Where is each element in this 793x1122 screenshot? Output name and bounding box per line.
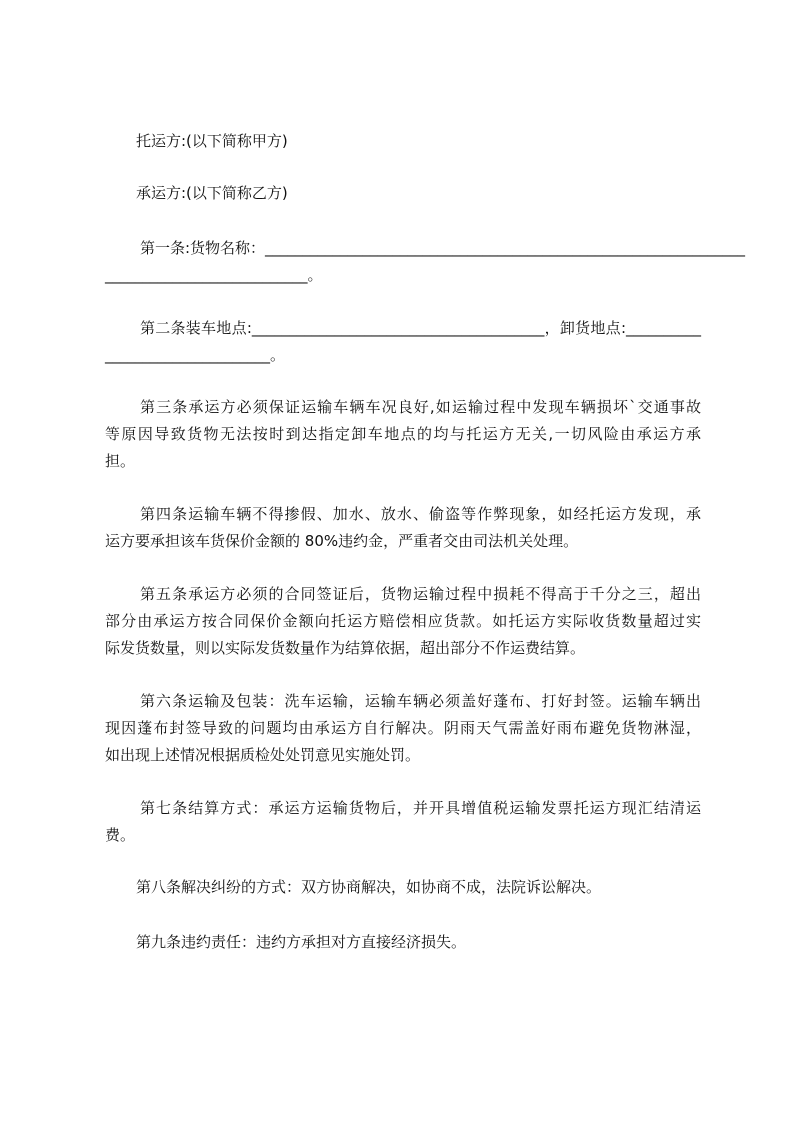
paragraph-5-line: 等原因导致货物无法按时到达指定卸车地点的均与托运方无关,一切风险由承运方承 [105, 425, 701, 443]
paragraph-5-line: 担。 [105, 452, 136, 470]
paragraph-9-line: 第七条结算方式：承运方运输货物后，并开具增值税运输发票托运方现汇结清运 [140, 799, 701, 817]
paragraph-2-line: 承运方:(以下简称乙方) [136, 184, 288, 202]
paragraph-11-line: 第九条违约责任：违约方承担对方直接经济损失。 [136, 933, 467, 951]
paragraph-5-line: 第三条承运方必须保证运输车辆车况良好,如运输过程中发现车辆损坏`交通事故 [140, 398, 701, 416]
paragraph-4-line: ______________________。 [105, 346, 286, 364]
paragraph-8-line: 现因蓬布封签导致的问题均由承运方自行解决。阴雨天气需盖好雨布避免货物淋湿， [105, 719, 701, 737]
paragraph-8-line: 如出现上述情况根据质检处处罚意见实施处罚。 [105, 746, 421, 764]
paragraph-1-line: 托运方:(以下简称甲方) [136, 132, 288, 150]
paragraph-6-line: 第四条运输车辆不得掺假、加水、放水、偷盗等作弊现象，如经托运方发现，承 [140, 505, 701, 523]
paragraph-7-line: 部分由承运方按合同保价金额向托运方赔偿相应货款。如托运方实际收货数量超过实 [105, 612, 701, 630]
paragraph-9-line: 费。 [105, 826, 136, 844]
paragraph-8-line: 第六条运输及包装：洗车运输，运输车辆必须盖好蓬布、打好封签。运输车辆出 [140, 692, 701, 710]
paragraph-4-line: 第二条装车地点:_______________________________________，卸货地点:__________ [140, 319, 701, 337]
paragraph-3-line: ___________________________。 [105, 266, 323, 284]
paragraph-7-line: 第五条承运方必须的合同签证后，货物运输过程中损耗不得高于千分之三，超出 [140, 585, 701, 603]
paragraph-10-line: 第八条解决纠纷的方式：双方协商解决，如协商不成，法院诉讼解决。 [136, 878, 602, 896]
paragraph-6-line: 运方要承担该车货保价金额的 80%违约金，严重者交由司法机关处理。 [105, 532, 579, 550]
paragraph-3-line: 第一条:货物名称：________________________________________________________________ [140, 239, 746, 257]
paragraph-7-line: 际发货数量，则以实际发货数量作为结算依据，超出部分不作运费结算。 [105, 639, 586, 657]
